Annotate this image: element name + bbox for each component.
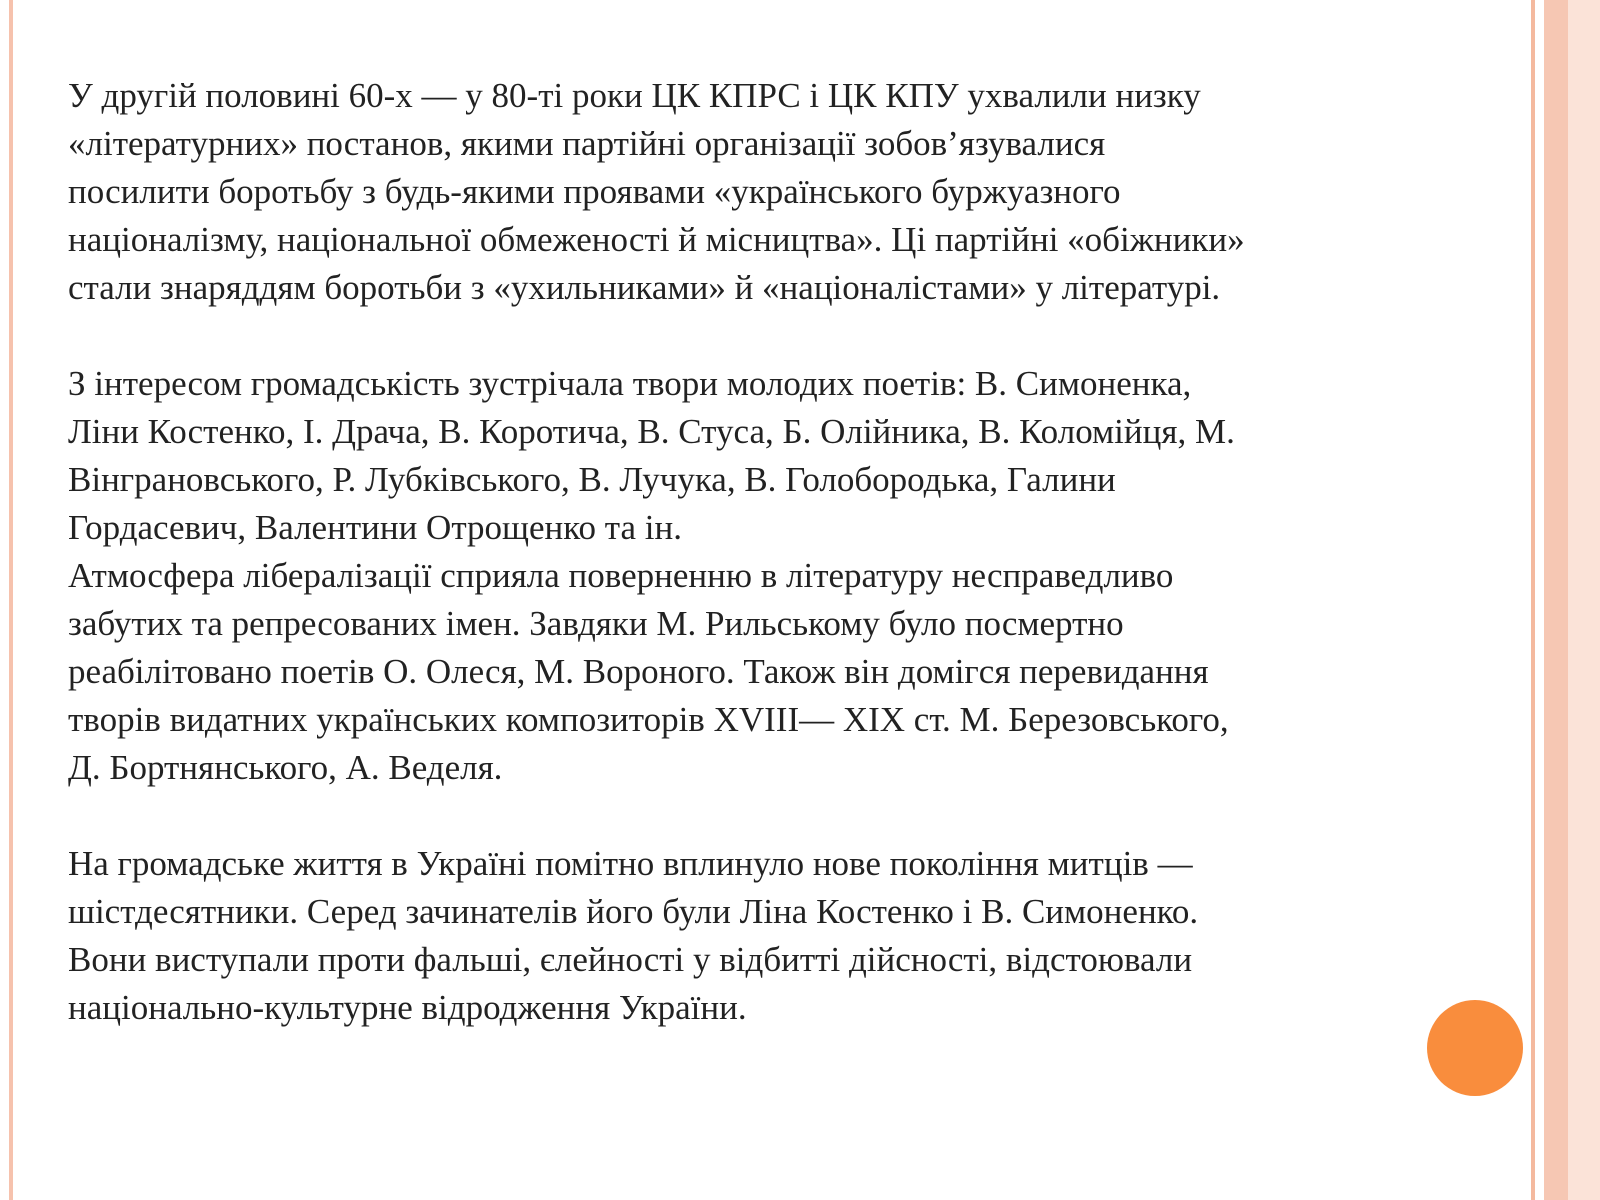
paragraph-young-poets (68, 360, 1488, 552)
right-border-stripe-wide (1544, 0, 1568, 1200)
text-line: Ліни Костенко, І. Драча, В. Коротича, В. Стуса, Б. Олійника, В. Коломійця, М. (68, 412, 1235, 451)
text-line: національно-культурне відродження України. (68, 988, 747, 1027)
text-line: Вони виступали проти фальші, єлейності у відбитті дійсності, відстоювали (68, 940, 1193, 979)
slide-body-text (68, 72, 1488, 1032)
text-line: Д. Бортнянського, А. Веделя. (68, 748, 503, 787)
text-line: У другій половині 60-х — у 80-ті роки ЦК КПРС і ЦК КПУ ухвалили низку (68, 76, 1201, 115)
text-line: стали знаряддям боротьби з «ухильниками» й «націоналістами» у літературі. (68, 268, 1221, 307)
paragraph-gap (68, 312, 1488, 360)
text-line: націоналізму, національної обмеженості й місництва». Ці партійні «обіжники» (68, 220, 1245, 259)
left-border-line (9, 0, 13, 1200)
paragraph-party-resolutions (68, 72, 1488, 312)
text-line: На громадське життя в Україні помітно вплинуло нове покоління митців — (68, 844, 1193, 883)
text-line: забутих та репресованих імен. Завдяки М. Рильському було посмертно (68, 604, 1124, 643)
text-line: творів видатних українських композиторів XVIII— XIX ст. М. Березовського, (68, 700, 1229, 739)
text-line: шістдесятники. Серед зачинателів його були Ліна Костенко і В. Симоненко. (68, 892, 1199, 931)
text-line: З інтересом громадськість зустрічала твори молодих поетів: В. Симоненка, (68, 364, 1192, 403)
text-line: Гордасевич, Валентини Отрощенко та ін. (68, 508, 682, 547)
text-line: «літературних» постанов, якими партійні організації зобов’язувалися (68, 124, 1106, 163)
paragraph-sixtiers (68, 840, 1488, 1032)
text-line: посилити боротьбу з будь-якими проявами «українського буржуазного (68, 172, 1121, 211)
text-line: Атмосфера лібералізації сприяла поверненню в літературу несправедливо (68, 556, 1174, 595)
right-border-stripe-thin (1531, 0, 1535, 1200)
right-border-stripe-light (1568, 0, 1600, 1200)
text-line: реабілітовано поетів О. Олеся, М. Вороного. Також він домігся перевидання (68, 652, 1209, 691)
text-line: Вінграновського, Р. Лубківського, В. Лучука, В. Голобородька, Галини (68, 460, 1116, 499)
paragraph-liberalization (68, 552, 1488, 792)
paragraph-gap (68, 792, 1488, 840)
